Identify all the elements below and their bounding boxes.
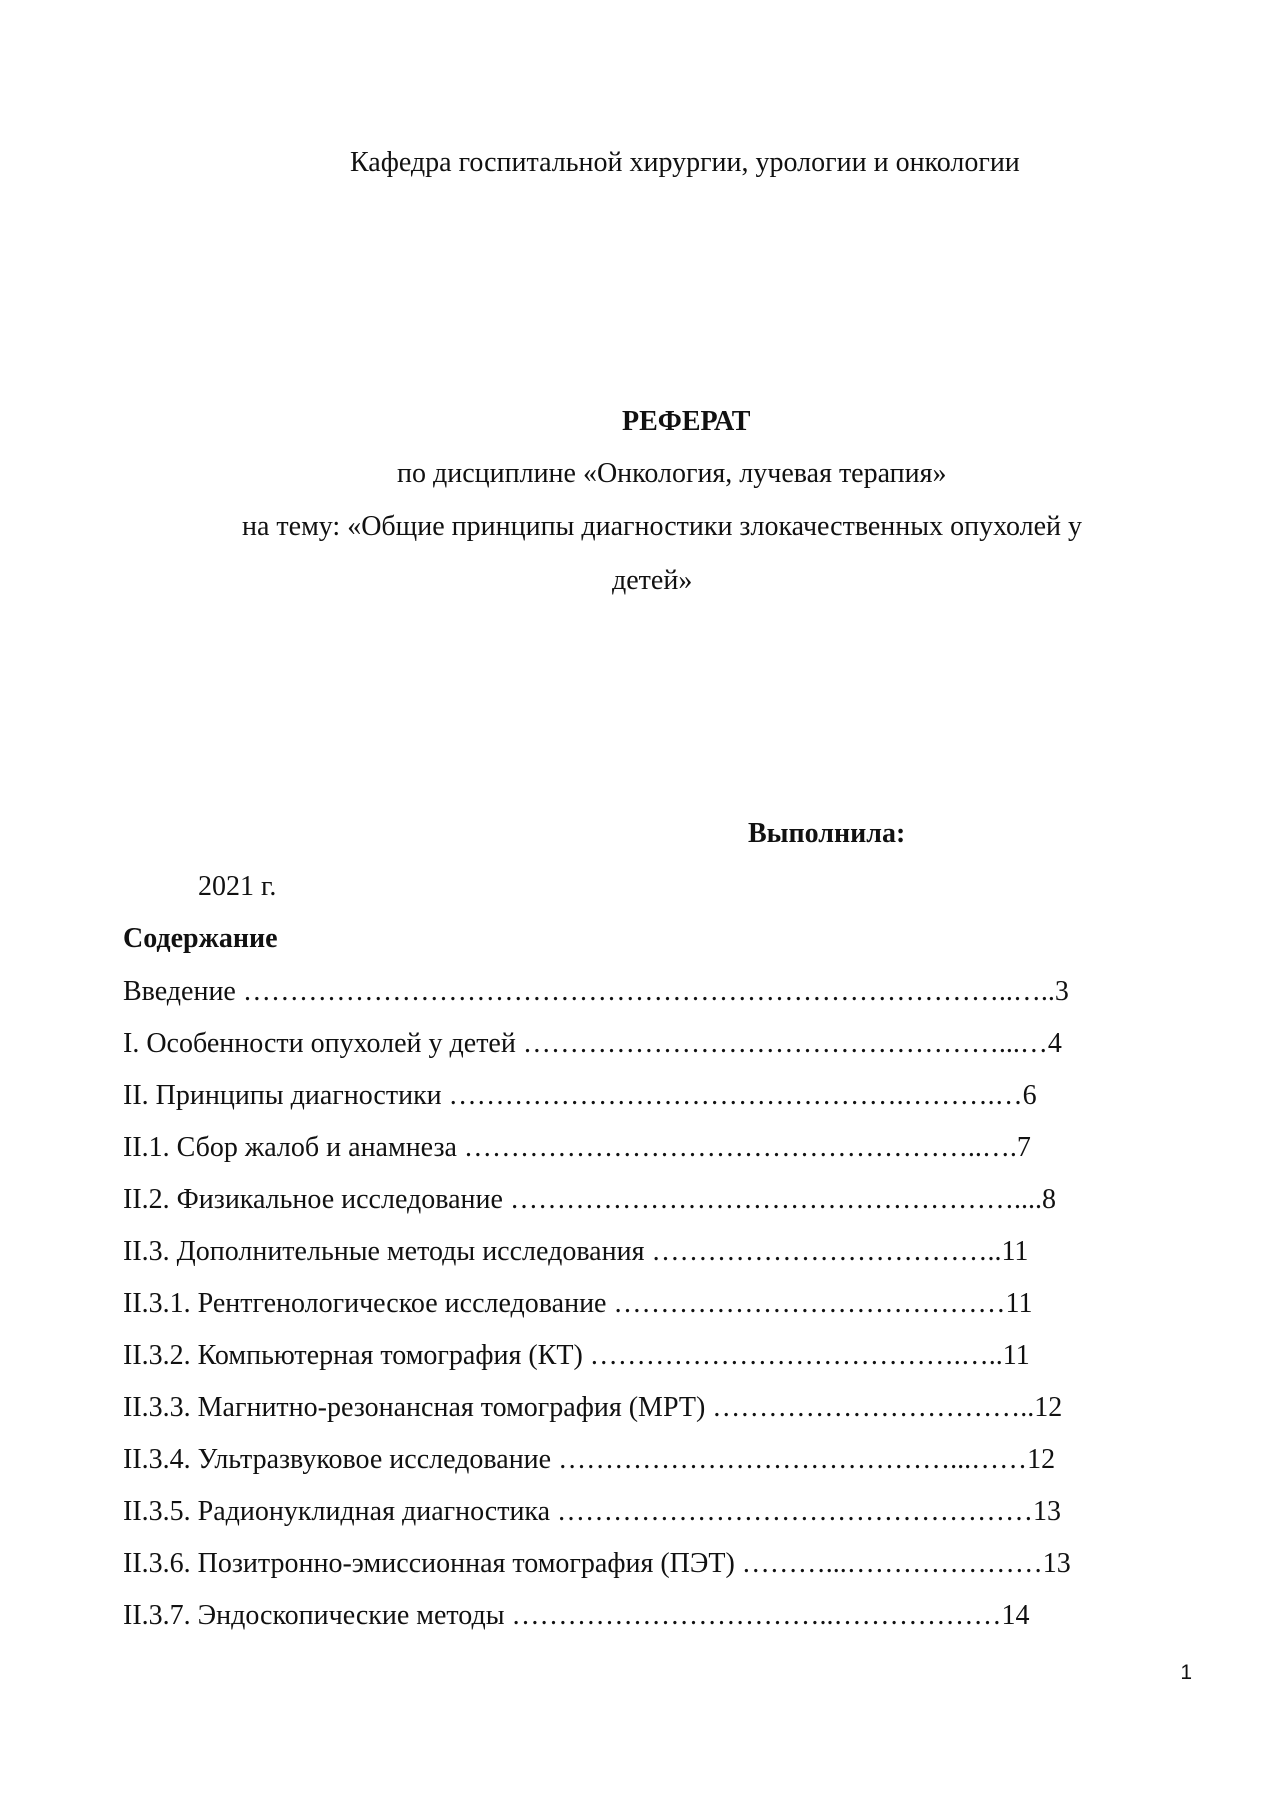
toc-entry: II.1. Сбор жалоб и анамнеза ………………………………………………..….7 [123,1132,1031,1163]
toc-entry: II.3.1. Рентгенологическое исследование ……………………………………11 [123,1288,1033,1319]
toc-entry: II.3.5. Радионуклидная диагностика ……………………………………………13 [123,1496,1062,1527]
topic-line-1: на тему: «Общие принципы диагностики злокачественных опухолей у [242,511,1083,542]
toc-entry: II.3.4. Ультразвуковое исследование ……………………………………...……12 [123,1444,1056,1475]
discipline-line: по дисциплине «Онкология, лучевая терапия» [397,458,947,489]
toc-entry: I. Особенности опухолей у детей ……………………………………………...…4 [123,1028,1062,1059]
performed-by-label: Выполнила: [748,818,906,849]
toc-entry: II.3.2. Компьютерная томография (КТ) ………………………………….…..11 [123,1340,1030,1371]
document-title: РЕФЕРАТ [622,406,751,437]
department-name: Кафедра госпитальной хирургии, урологии и онкологии [350,147,1020,178]
toc-heading: Содержание [123,923,278,954]
page-number: 1 [1180,1661,1192,1684]
toc-entry: II.3.6. Позитронно-эмиссионная томография (ПЭТ) ………...…………………13 [123,1548,1071,1579]
toc-entry: II. Принципы диагностики ………………………………………….……….…6 [123,1080,1037,1111]
year: 2021 г. [198,871,277,902]
toc-entry: Введение ………………………………………………………………………..…..3 [123,976,1069,1007]
toc-entry: II.3.7. Эндоскопические методы ……………………………..………………14 [123,1600,1030,1631]
toc-entry: II.2. Физикальное исследование ………………………………………………....8 [123,1184,1056,1215]
toc-entry: II.3. Дополнительные методы исследования ………………………………..11 [123,1236,1029,1267]
topic-line-2: детей» [612,565,693,596]
toc-entry: II.3.3. Магнитно-резонансная томография (МРТ) ……………………………..12 [123,1392,1063,1423]
